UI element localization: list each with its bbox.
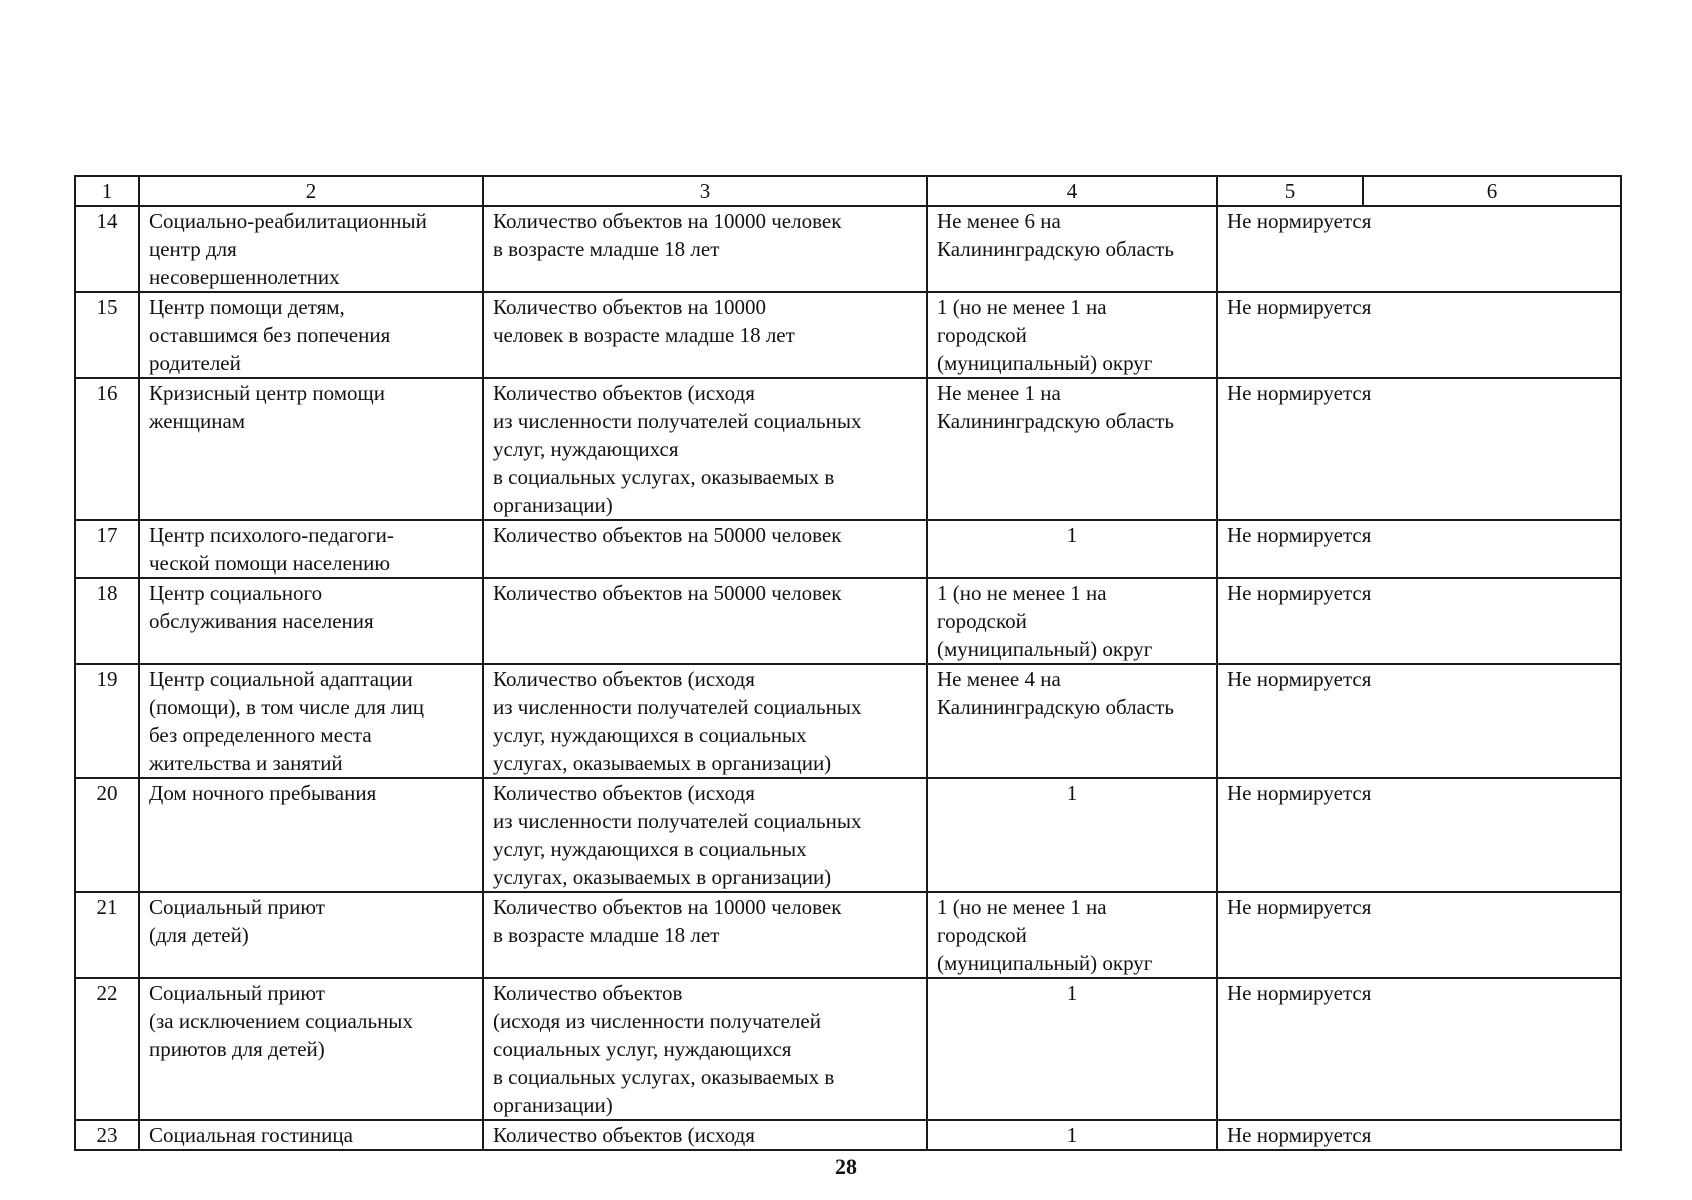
table-row [75, 378, 1621, 520]
column-number-row [75, 176, 1621, 206]
indicator-cell: Количество объектов на 50000 человек [483, 520, 927, 578]
table-row [75, 892, 1621, 978]
row-number: 16 [75, 378, 139, 520]
indicator-cell: Количество объектов на 50000 человек [483, 578, 927, 664]
indicator-cell: Количество объектов (исходя из численности получателей социальных услуг, нуждающихся в социальных услугах, оказываемых в организации) [483, 664, 927, 778]
column-number: 2 [139, 176, 483, 206]
accessibility-cell: Не нормируется [1217, 892, 1621, 978]
indicator-cell: Количество объектов на 10000 человек в возрасте младше 18 лет [483, 292, 927, 378]
accessibility-cell: Не нормируется [1217, 206, 1621, 292]
column-number: 3 [483, 176, 927, 206]
indicator-cell: Количество объектов (исходя из численности получателей социальных услуг, нуждающихся в социальных услугах, оказываемых в организации) [483, 978, 927, 1120]
table-row [75, 1120, 1621, 1150]
table-row [75, 778, 1621, 892]
table-row [75, 578, 1621, 664]
indicator-cell: Количество объектов на 10000 человек в возрасте младше 18 лет [483, 892, 927, 978]
table-row [75, 978, 1621, 1120]
row-number: 22 [75, 978, 139, 1120]
accessibility-cell: Не нормируется [1217, 778, 1621, 892]
accessibility-cell: Не нормируется [1217, 1120, 1621, 1150]
table-row [75, 292, 1621, 378]
accessibility-cell: Не нормируется [1217, 978, 1621, 1120]
indicator-cell: Количество объектов (исходя из численности получателей социальных услуг, нуждающихся в социальных услугах, оказываемых в организации) [483, 778, 927, 892]
row-number: 19 [75, 664, 139, 778]
indicator-cell: Количество объектов на 10000 человек в возрасте младше 18 лет [483, 206, 927, 292]
indicator-cell: Количество объектов (исходя [483, 1120, 927, 1150]
table-row [75, 206, 1621, 292]
facility-name: Центр помощи детям, оставшимся без попечения родителей [139, 292, 483, 378]
facility-name: Кризисный центр помощи женщинам [139, 378, 483, 520]
norm-cell: 1 (но не менее 1 на городской (муниципальный) округ [927, 578, 1217, 664]
facility-name: Дом ночного пребывания [139, 778, 483, 892]
row-number: 21 [75, 892, 139, 978]
facility-name: Центр психолого-педагоги- ческой помощи населению [139, 520, 483, 578]
facility-name: Социально-реабилитационный центр для несовершеннолетних [139, 206, 483, 292]
norm-cell: 1 [927, 778, 1217, 892]
standards-table [74, 175, 1622, 1151]
facility-name: Социальный приют (за исключением социальных приютов для детей) [139, 978, 483, 1120]
facility-name: Социальная гостиница [139, 1120, 483, 1150]
norm-cell: 1 [927, 520, 1217, 578]
norm-cell: Не менее 1 на Калининградскую область [927, 378, 1217, 520]
facility-name: Центр социального обслуживания населения [139, 578, 483, 664]
row-number: 14 [75, 206, 139, 292]
page-number: 28 [835, 1154, 857, 1179]
norm-cell: 1 (но не менее 1 на городской (муниципальный) округ [927, 292, 1217, 378]
row-number: 17 [75, 520, 139, 578]
accessibility-cell: Не нормируется [1217, 378, 1621, 520]
accessibility-cell: Не нормируется [1217, 520, 1621, 578]
norm-cell: 1 [927, 978, 1217, 1120]
column-number: 1 [75, 176, 139, 206]
accessibility-cell: Не нормируется [1217, 292, 1621, 378]
row-number: 20 [75, 778, 139, 892]
table-row [75, 520, 1621, 578]
indicator-cell: Количество объектов (исходя из численности получателей социальных услуг, нуждающихся в социальных услугах, оказываемых в организации) [483, 378, 927, 520]
column-number: 5 [1217, 176, 1363, 206]
facility-name: Центр социальной адаптации (помощи), в том числе для лиц без определенного места жительства и занятий [139, 664, 483, 778]
row-number: 23 [75, 1120, 139, 1150]
accessibility-cell: Не нормируется [1217, 664, 1621, 778]
norm-cell: Не менее 4 на Калининградскую область [927, 664, 1217, 778]
table-row [75, 664, 1621, 778]
norm-cell: 1 [927, 1120, 1217, 1150]
norm-cell: Не менее 6 на Калининградскую область [927, 206, 1217, 292]
norm-cell: 1 (но не менее 1 на городской (муниципальный) округ [927, 892, 1217, 978]
column-number: 4 [927, 176, 1217, 206]
facility-name: Социальный приют (для детей) [139, 892, 483, 978]
accessibility-cell: Не нормируется [1217, 578, 1621, 664]
column-number: 6 [1363, 176, 1621, 206]
row-number: 18 [75, 578, 139, 664]
row-number: 15 [75, 292, 139, 378]
